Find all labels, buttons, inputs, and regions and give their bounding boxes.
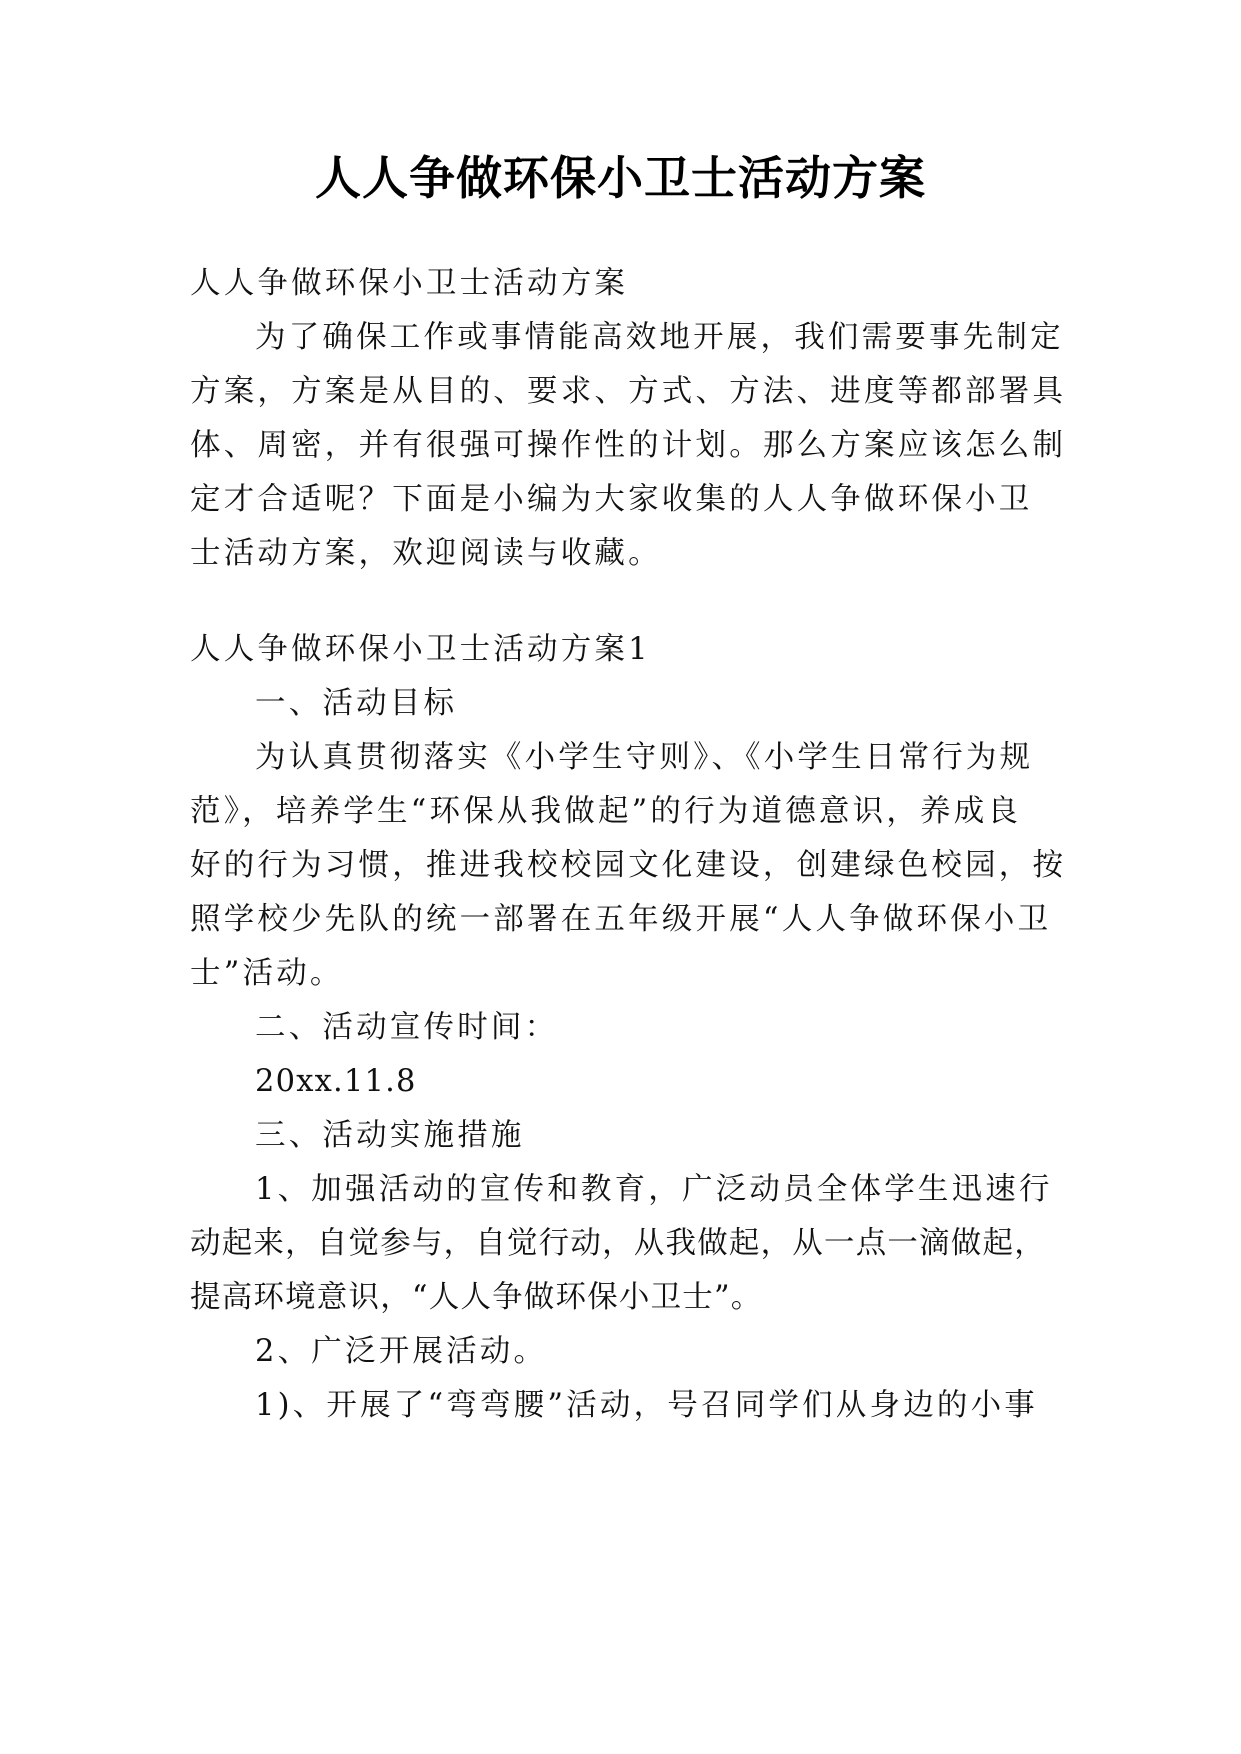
goal-heading: 一、活动目标 xyxy=(255,686,458,721)
time-heading: 二、活动宣传时间： xyxy=(255,1010,559,1045)
goal-line-5: 士”活动。 xyxy=(190,956,344,991)
measures-heading: 三、活动实施措施 xyxy=(255,1118,525,1153)
intro-line-5: 士活动方案，欢迎阅读与收藏。 xyxy=(190,536,662,571)
intro-line-2: 方案，方案是从目的、要求、方式、方法、进度等都部署具 xyxy=(190,374,1067,409)
time-value: 20xx.11.8 xyxy=(255,1064,417,1099)
measure1-line-1: 1、加强活动的宣传和教育，广泛动员全体学生迅速行 xyxy=(255,1172,1053,1207)
intro-line-3: 体、周密，并有很强可操作性的计划。那么方案应该怎么制 xyxy=(190,428,1067,463)
measure1-line-2: 动起来，自觉参与，自觉行动，从我做起，从一点一滴做起， xyxy=(190,1226,1046,1261)
measure2-heading: 2、广泛开展活动。 xyxy=(255,1334,548,1369)
goal-line-2: 范》，培养学生“环保从我做起”的行为道德意识，养成良 xyxy=(190,794,1022,829)
section1-heading: 人人争做环保小卫士活动方案1 xyxy=(190,632,651,667)
intro-line-1: 为了确保工作或事情能高效地开展，我们需要事先制定 xyxy=(255,320,1064,355)
document-title: 人人争做环保小卫士活动方案 xyxy=(315,151,926,205)
goal-line-1: 为认真贯彻落实《小学生守则》、《小学生日常行为规 xyxy=(255,740,1034,775)
document-subtitle: 人人争做环保小卫士活动方案 xyxy=(190,266,629,301)
measure1-line-3: 提高环境意识，“人人争做环保小卫士”。 xyxy=(190,1280,763,1315)
goal-line-3: 好的行为习惯，推进我校校园文化建设，创建绿色校园，按 xyxy=(190,848,1067,883)
intro-line-4: 定才合适呢？下面是小编为大家收集的人人争做环保小卫 xyxy=(190,482,1033,517)
measure2-item-1: 1)、开展了“弯弯腰”活动，号召同学们从身边的小事 xyxy=(255,1388,1038,1423)
goal-line-4: 照学校少先队的统一部署在五年级开展“人人争做环保小卫 xyxy=(190,902,1052,937)
